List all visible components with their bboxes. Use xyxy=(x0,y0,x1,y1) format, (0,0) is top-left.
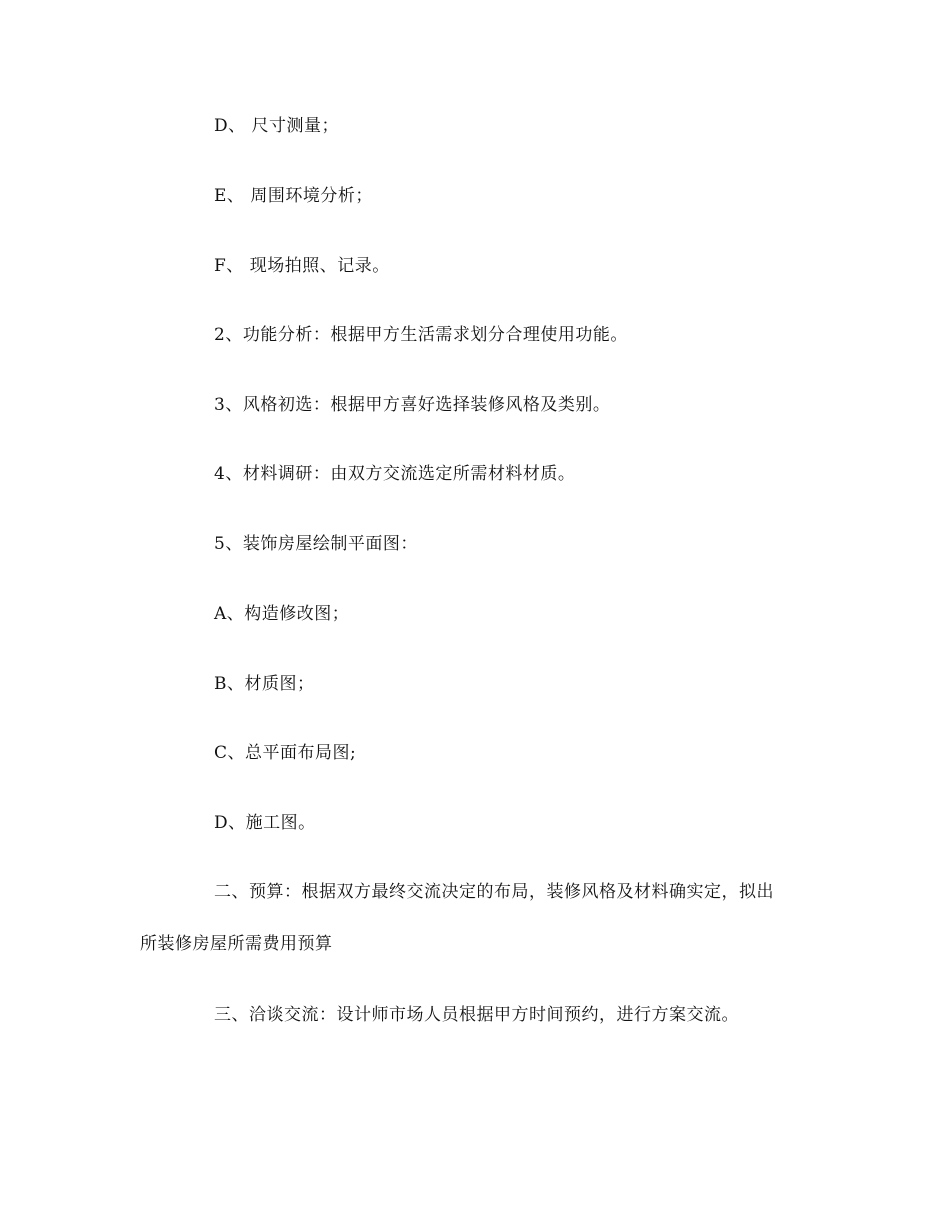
section-budget-line2: 所装修房屋所需费用预算 xyxy=(140,934,333,954)
item-5-floor-plan: 5、装饰房屋绘制平面图： xyxy=(214,534,418,554)
item-d-size-measurement: D、 尺寸测量； xyxy=(214,116,340,136)
item-c-layout-drawing: C、总平面布局图; xyxy=(214,743,357,763)
section-budget-line1: 二、预算：根据双方最终交流决定的布局，装修风格及材料确实定，拟出 xyxy=(214,882,774,902)
section-negotiation: 三、洽谈交流：设计师市场人员根据甲方时间预约，进行方案交流。 xyxy=(214,1005,739,1025)
item-f-site-photos: F、 现场拍照、记录。 xyxy=(214,256,390,276)
item-4-material-research: 4、材料调研：由双方交流选定所需材料材质。 xyxy=(214,464,576,484)
item-e-environment-analysis: E、 周围环境分析； xyxy=(214,186,373,206)
item-3-style-selection: 3、风格初选：根据甲方喜好选择装修风格及类别。 xyxy=(214,395,611,415)
item-2-function-analysis: 2、功能分析：根据甲方生活需求划分合理使用功能。 xyxy=(214,325,628,345)
item-d-construction-drawing: D、施工图。 xyxy=(214,813,316,833)
item-a-structure-drawing: A、构造修改图； xyxy=(214,604,350,624)
item-b-material-drawing: B、材质图； xyxy=(214,674,315,694)
